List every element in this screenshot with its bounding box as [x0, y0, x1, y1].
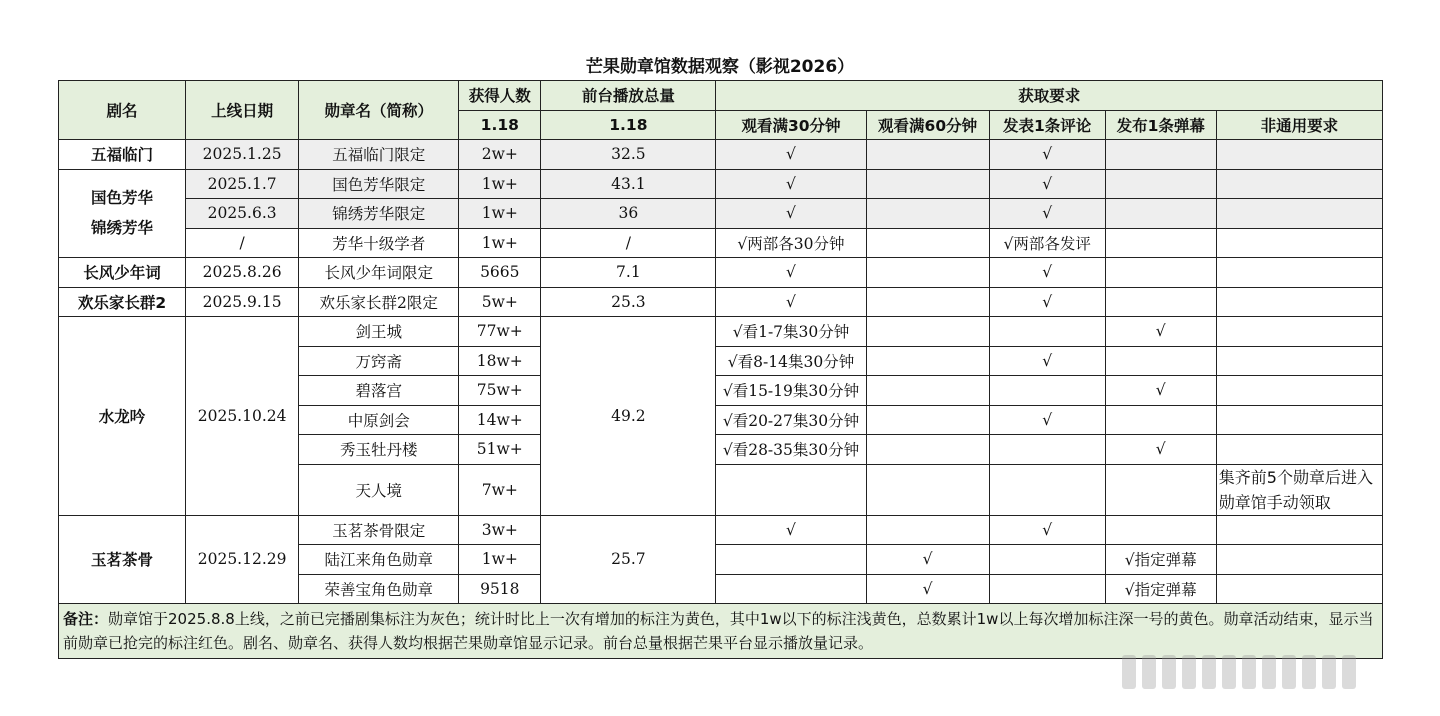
req-danmu-cell — [1105, 140, 1216, 170]
table-row — [59, 140, 1383, 170]
col-plays-header: 前台播放总量 — [541, 81, 716, 111]
req-comment-cell — [989, 545, 1105, 575]
req-danmu-cell: √ — [1105, 435, 1216, 465]
req-danmu-cell — [1105, 199, 1216, 229]
plays-cell: / — [541, 228, 716, 258]
note-cell — [59, 604, 1383, 659]
req-other-cell — [1216, 515, 1382, 545]
req-watch30-cell: √ — [716, 169, 866, 199]
req-danmu-cell: √指定弹幕 — [1105, 545, 1216, 575]
req-danmu-cell — [1105, 346, 1216, 376]
req-watch30-cell: √两部各30分钟 — [716, 228, 866, 258]
badge-cell: 荣善宝角色勋章 — [299, 574, 459, 604]
req-other-cell — [1216, 346, 1382, 376]
req-watch60-cell — [866, 228, 989, 258]
plays-cell: 25.3 — [541, 287, 716, 317]
drama-cell: 五福临门 — [59, 140, 186, 170]
req-other-cell — [1216, 287, 1382, 317]
req-danmu-cell — [1105, 258, 1216, 288]
plays-date-subheader: 1.18 — [541, 110, 716, 140]
req-danmu-cell — [1105, 464, 1216, 515]
table-row — [59, 317, 1383, 347]
req-comment-cell — [989, 574, 1105, 604]
req-other-cell: 集齐前5个勋章后进入勋章馆手动领取 — [1216, 464, 1382, 515]
earners-cell: 1w+ — [459, 169, 541, 199]
req-watch60-cell — [866, 346, 989, 376]
req-danmu-cell — [1105, 169, 1216, 199]
earners-cell: 1w+ — [459, 545, 541, 575]
req-comment-cell — [989, 317, 1105, 347]
note-label: 备注： — [63, 610, 109, 628]
req-watch60-header: 观看满60分钟 — [866, 110, 989, 140]
req-watch60-cell — [866, 317, 989, 347]
date-cell: 2025.12.29 — [186, 515, 299, 604]
plays-cell: 7.1 — [541, 258, 716, 288]
req-watch60-cell — [866, 199, 989, 229]
drama-cell: 国色芳华 锦绣芳华 — [59, 169, 186, 258]
watermark-bars-icon — [1122, 652, 1392, 692]
req-comment-cell: √ — [989, 140, 1105, 170]
req-watch30-cell: √ — [716, 287, 866, 317]
earners-cell: 14w+ — [459, 405, 541, 435]
badge-cell: 芳华十级学者 — [299, 228, 459, 258]
req-watch30-cell: √ — [716, 199, 866, 229]
req-watch30-cell: √ — [716, 258, 866, 288]
req-comment-cell: √ — [989, 405, 1105, 435]
date-cell: 2025.8.26 — [186, 258, 299, 288]
req-watch60-cell — [866, 140, 989, 170]
req-other-cell — [1216, 199, 1382, 229]
req-watch60-cell — [866, 405, 989, 435]
date-cell: 2025.1.7 — [186, 169, 299, 199]
req-comment-cell: √ — [989, 169, 1105, 199]
req-comment-cell — [989, 464, 1105, 515]
badge-cell: 玉茗茶骨限定 — [299, 515, 459, 545]
badge-cell: 天人境 — [299, 464, 459, 515]
drama-cell: 长风少年词 — [59, 258, 186, 288]
req-other-cell — [1216, 140, 1382, 170]
date-cell: / — [186, 228, 299, 258]
date-cell: 2025.1.25 — [186, 140, 299, 170]
col-badge-header: 勋章名（简称） — [299, 81, 459, 140]
req-danmu-cell: √ — [1105, 376, 1216, 406]
note-text: 勋章馆于2025.8.8上线，之前已完播剧集标注为灰色；统计时比上一次有增加的标注为黄色，其中1w以下的标注浅黄色，总数累计1w以上每次增加标注深一号的黄色。勋章活动结束，显示当前勋章已抢完的标注红色。剧名、勋章名、获得人数均根据芒果勋章馆显示记录。前台总量根据芒果平台显示播放量记录。 — [63, 610, 1374, 652]
req-comment-cell: √ — [989, 515, 1105, 545]
req-comment-cell: √两部各发评 — [989, 228, 1105, 258]
req-danmu-header: 发布1条弹幕 — [1105, 110, 1216, 140]
earners-cell: 18w+ — [459, 346, 541, 376]
req-other-cell — [1216, 435, 1382, 465]
plays-cell: 43.1 — [541, 169, 716, 199]
req-watch30-header: 观看满30分钟 — [716, 110, 866, 140]
earners-cell: 2w+ — [459, 140, 541, 170]
req-watch30-cell — [716, 574, 866, 604]
drama-cell: 水龙吟 — [59, 317, 186, 516]
drama-cell: 玉茗茶骨 — [59, 515, 186, 604]
req-watch30-cell: √ — [716, 515, 866, 545]
req-watch60-cell — [866, 515, 989, 545]
badge-data-table — [58, 80, 1383, 659]
req-comment-cell: √ — [989, 258, 1105, 288]
req-watch60-cell: √ — [866, 574, 989, 604]
col-drama-header: 剧名 — [59, 81, 186, 140]
col-date-header: 上线日期 — [186, 81, 299, 140]
req-other-cell — [1216, 376, 1382, 406]
req-watch30-cell: √看8-14集30分钟 — [716, 346, 866, 376]
req-comment-cell — [989, 435, 1105, 465]
earners-cell: 51w+ — [459, 435, 541, 465]
badge-cell: 长风少年词限定 — [299, 258, 459, 288]
badge-cell: 万窍斋 — [299, 346, 459, 376]
badge-cell: 锦绣芳华限定 — [299, 199, 459, 229]
earners-cell: 1w+ — [459, 199, 541, 229]
req-watch30-cell — [716, 464, 866, 515]
date-cell: 2025.10.24 — [186, 317, 299, 516]
req-comment-cell: √ — [989, 346, 1105, 376]
earners-cell: 1w+ — [459, 228, 541, 258]
badge-cell: 五福临门限定 — [299, 140, 459, 170]
req-danmu-cell: √ — [1105, 317, 1216, 347]
req-other-cell — [1216, 169, 1382, 199]
date-cell: 2025.6.3 — [186, 199, 299, 229]
req-watch60-cell — [866, 287, 989, 317]
badge-cell: 碧落宫 — [299, 376, 459, 406]
req-other-cell — [1216, 545, 1382, 575]
req-other-cell — [1216, 317, 1382, 347]
req-watch30-cell: √看15-19集30分钟 — [716, 376, 866, 406]
plays-cell: 36 — [541, 199, 716, 229]
req-watch30-cell: √看20-27集30分钟 — [716, 405, 866, 435]
req-watch60-cell: √ — [866, 545, 989, 575]
req-watch30-cell: √ — [716, 140, 866, 170]
req-other-cell — [1216, 405, 1382, 435]
req-other-header: 非通用要求 — [1216, 110, 1382, 140]
req-watch60-cell — [866, 435, 989, 465]
earners-cell: 5665 — [459, 258, 541, 288]
table-row — [59, 258, 1383, 288]
plays-cell: 32.5 — [541, 140, 716, 170]
earners-cell: 77w+ — [459, 317, 541, 347]
req-watch30-cell: √看1-7集30分钟 — [716, 317, 866, 347]
req-watch60-cell — [866, 464, 989, 515]
req-watch60-cell — [866, 169, 989, 199]
plays-cell: 25.7 — [541, 515, 716, 604]
col-earners-header: 获得人数 — [459, 81, 541, 111]
table-row — [59, 228, 1383, 258]
req-other-cell — [1216, 258, 1382, 288]
date-cell: 2025.9.15 — [186, 287, 299, 317]
drama-cell: 欢乐家长群2 — [59, 287, 186, 317]
req-watch30-cell: √看28-35集30分钟 — [716, 435, 866, 465]
req-comment-cell: √ — [989, 287, 1105, 317]
req-comment-header: 发表1条评论 — [989, 110, 1105, 140]
badge-cell: 中原剑会 — [299, 405, 459, 435]
earners-cell: 9518 — [459, 574, 541, 604]
req-danmu-cell: √指定弹幕 — [1105, 574, 1216, 604]
req-comment-cell: √ — [989, 199, 1105, 229]
earners-cell: 75w+ — [459, 376, 541, 406]
req-watch60-cell — [866, 376, 989, 406]
col-requirements-header: 获取要求 — [716, 81, 1383, 111]
req-watch60-cell — [866, 258, 989, 288]
plays-cell: 49.2 — [541, 317, 716, 516]
req-danmu-cell — [1105, 405, 1216, 435]
req-other-cell — [1216, 228, 1382, 258]
earners-cell: 7w+ — [459, 464, 541, 515]
req-danmu-cell — [1105, 515, 1216, 545]
req-danmu-cell — [1105, 228, 1216, 258]
note-row — [59, 604, 1383, 659]
badge-cell: 剑王城 — [299, 317, 459, 347]
req-danmu-cell — [1105, 287, 1216, 317]
earners-date-subheader: 1.18 — [459, 110, 541, 140]
table-row — [59, 169, 1383, 199]
badge-cell: 欢乐家长群2限定 — [299, 287, 459, 317]
req-comment-cell — [989, 376, 1105, 406]
badge-cell: 秀玉牡丹楼 — [299, 435, 459, 465]
table-row — [59, 515, 1383, 545]
table-row — [59, 287, 1383, 317]
header-row-1 — [59, 81, 1383, 111]
earners-cell: 3w+ — [459, 515, 541, 545]
earners-cell: 5w+ — [459, 287, 541, 317]
badge-cell: 陆江来角色勋章 — [299, 545, 459, 575]
table-row — [59, 199, 1383, 229]
req-watch30-cell — [716, 545, 866, 575]
badge-cell: 国色芳华限定 — [299, 169, 459, 199]
page-title: 芒果勋章馆数据观察（影视2026） — [585, 57, 855, 77]
req-other-cell — [1216, 574, 1382, 604]
